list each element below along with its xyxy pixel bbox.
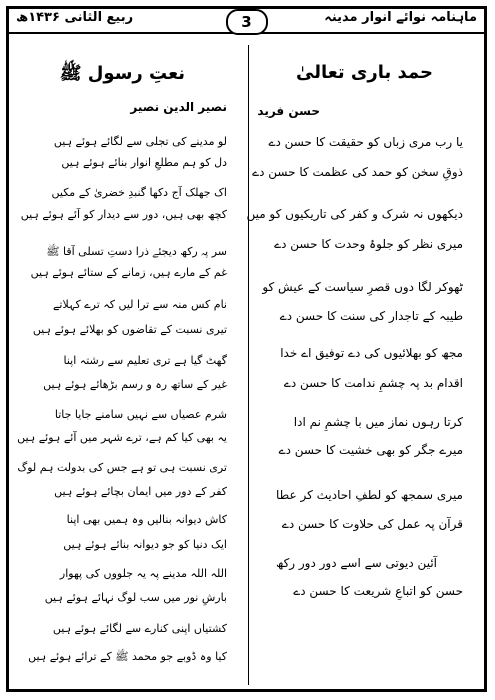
hamd-line: میرے جگر کو بھی خشیت کا حسن دے bbox=[278, 443, 463, 457]
naat-title: نعتِ رسول ﷺ bbox=[59, 63, 185, 84]
page-number: 3 bbox=[226, 9, 268, 35]
naat-line: کشتیاں اپنی کنارے سے لگائے ہوئے ہیں bbox=[52, 622, 227, 635]
hamd-line: آئین دیوتی سے اسے دور دور رکھ bbox=[275, 556, 437, 570]
hamd-line: قرآن پہ عمل کی حلاوت کا حسن دے bbox=[281, 517, 463, 531]
hamd-line: میری نظر کو جلوۂ وحدت کا حسن دے bbox=[274, 237, 463, 251]
naat-line: کیا وہ ڈوبے جو محمد ﷺ کے ترائے ہوئے ہیں bbox=[28, 650, 227, 663]
naat-line: تیری نسبت کے تقاضوں کو بھلائے ہوئے ہیں bbox=[32, 323, 227, 336]
naat-line: اک جھلک آج دکھا گنبدِ خضریٰ کے مکیں bbox=[51, 186, 227, 199]
naat-line: کاش دیوانہ بنالیں وہ ہمیں بھی اپنا bbox=[66, 513, 227, 526]
hamd-author: حسن فرید bbox=[257, 104, 320, 118]
magazine-name: ماہنامہ نوائے انوار مدینہ bbox=[324, 10, 477, 25]
naat-line: غیر کے ساتھ رہ و رسم بڑھائے ہوئے ہیں bbox=[43, 378, 227, 391]
naat-line: غم کے مارے ہیں، زمانے کے ستائے ہوئے ہیں bbox=[30, 266, 227, 279]
naat-line: لو مدینے کی تجلی سے لگائے ہوئے ہیں bbox=[53, 135, 227, 148]
naat-line: دل کو ہم مطلعِ انوار بنائے ہوئے ہیں bbox=[61, 156, 227, 169]
naat-line: کفر کے دور میں ایمان بچائے ہوئے ہیں bbox=[54, 485, 227, 498]
naat-line: اللہ اللہ مدینے پہ یہ جلووں کی پھوار bbox=[59, 567, 227, 580]
hamd-title: حمد باری تعالیٰ bbox=[296, 62, 433, 83]
hamd-line: اقدام بد پہ چشمِ ندامت کا حسن دے bbox=[283, 376, 463, 390]
hamd-line: مجھ کو بھلائیوں کی دے توفیق اے خدا bbox=[280, 346, 463, 360]
naat-line: سر پہ رکھ دیجئے ذرا دستِ تسلی آقا ﷺ bbox=[46, 245, 227, 258]
naat-line: نام کس منہ سے ترا لیں کہ ترے کہلاتے bbox=[52, 298, 227, 311]
hamd-line: ٹھوکر لگا دوں قصرِ سیاست کے عیش کو bbox=[262, 280, 463, 294]
naat-line: شرم عصیاں سے نہیں سامنے جایا جاتا bbox=[54, 408, 227, 421]
hamd-line: دیکھوں نہ شرک و کفر کی تاریکیوں کو میں bbox=[246, 207, 463, 221]
naat-line: تری نسبت ہی تو ہے جس کی بدولت ہم لوگ bbox=[17, 461, 227, 474]
issue-date: ربیع الثانی ۱۴۳۶ھ bbox=[16, 10, 134, 25]
hamd-line: طیبہ کے تاجدار کی سنت کا حسن دے bbox=[279, 309, 463, 323]
hamd-line: کرتا رہوں نماز میں با چشمِ نم ادا bbox=[293, 415, 463, 429]
naat-line: گھٹ گیا ہے تری تعلیم سے رشتہ اپنا bbox=[63, 354, 227, 367]
hamd-line: یا رب مری زباں کو حقیقت کا حسن دے bbox=[268, 135, 463, 149]
hamd-line: میری سمجھ کو لطفِ احادیث کر عطا bbox=[276, 488, 463, 502]
naat-line: یہ بھی کیا کم ہے، ترے شہر میں آئے ہوئے ہیں bbox=[17, 431, 227, 444]
naat-line: کچھ بھی ہیں، دور سے دیدار کو آئے ہوئے ہیں bbox=[20, 208, 227, 221]
hamd-line: ذوقِ سخن کو حمد کی عظمت کا حسن دے bbox=[252, 165, 463, 179]
naat-line: ایک دنیا کو جو دیوانہ بنائے ہوئے ہیں bbox=[63, 538, 227, 551]
naat-line: بارشِ نور میں سب لوگ نہائے ہوئے ہیں bbox=[44, 591, 227, 604]
naat-author: نصیر الدین نصیر bbox=[130, 100, 227, 114]
hamd-line: حسن کو اتباعِ شریعت کا حسن دے bbox=[293, 584, 463, 598]
column-divider bbox=[248, 45, 249, 685]
page-header bbox=[6, 6, 487, 34]
